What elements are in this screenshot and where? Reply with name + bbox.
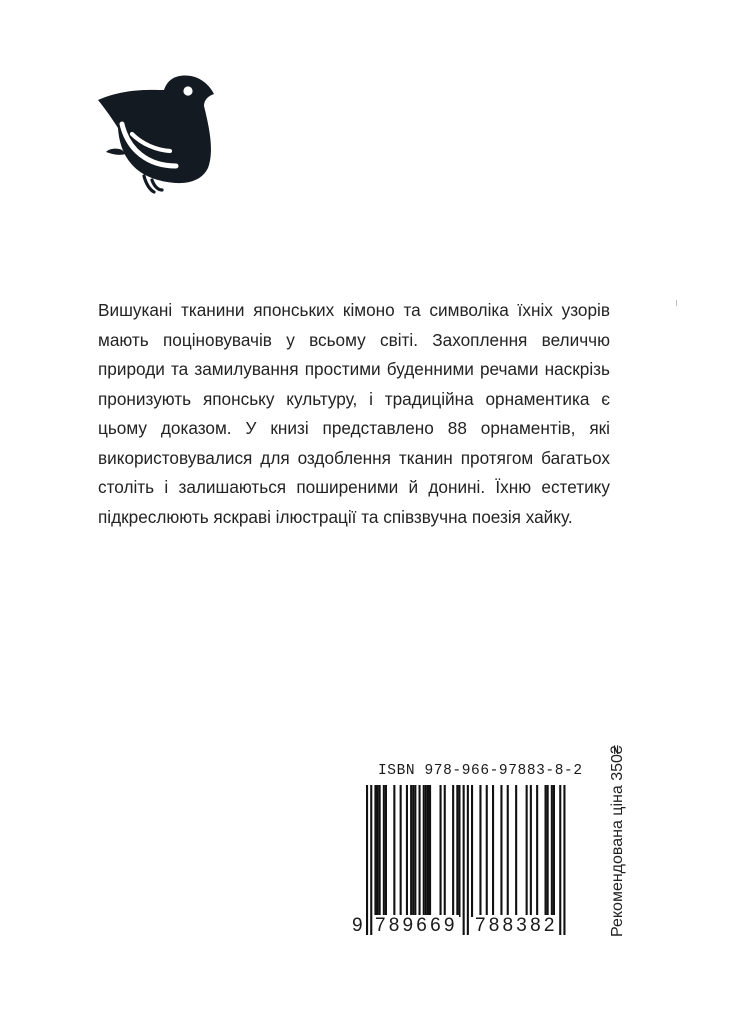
barcode-bar [440,785,442,917]
barcode-bar [393,785,395,917]
barcode-bar [383,785,385,917]
barcode-bar [551,785,553,917]
barcode-bar [379,785,381,917]
barcode-bar [412,785,414,917]
barcode-bar [530,785,532,917]
book-description: Вишукані тканини японських кімоно та символіка їхніх узорів мають поціновувачів у всьому світі. Захоплення величчю природи та замилування простими буденними речами наскрізь пронизують японську культуру, і традиційна орнаментика є цьому доказом. У книзі представлено 88 орнаментів, які використовувалися для оздоблення тканин протягом багатьох століть і залишаються поширеними й донині. Їхню естетику підкреслюють яскраві ілюстрації та співзвучна поезія хайку. [98,300,610,527]
barcode-bar [471,785,473,917]
barcode-bar [425,785,427,917]
ean-right-group: 788382 [475,915,558,936]
isbn-barcode [352,763,583,943]
isbn-label: ISBN 978-966-97883-8-2 [378,763,583,779]
barcode-bar [385,785,387,917]
barcode-bar [400,785,402,917]
barcode-bar [467,785,469,935]
barcode-bar [559,785,561,935]
barcode-bar [547,785,549,917]
barcode-bar [406,785,408,917]
barcode-bar [419,785,421,917]
barcode-bar [500,785,502,917]
ean-left-group: 789669 [375,915,458,936]
barcode-bar [563,785,565,935]
barcode-bar [444,785,446,917]
ean-first-digit: 9 [352,915,363,936]
recommended-price: Рекомендована ціна 350₴ [609,745,626,937]
barcode-bar [423,785,425,917]
barcode-bar [492,785,494,917]
barcode-bar [370,785,372,935]
barcode-bar [414,785,416,917]
barcode-bar [515,785,517,917]
barcode-bar [452,785,454,917]
barcode-bar [456,785,458,917]
barcode-bar [458,785,460,917]
barcode-bar [526,785,528,917]
barcode-bar [427,785,429,917]
barcode-bar [463,785,465,935]
barcode-bar [553,785,555,917]
barcode-bar [507,785,509,917]
edge-mark [676,300,677,306]
barcode-bar [486,785,488,917]
barcode-bar [377,785,379,917]
barcode-bar [366,785,368,935]
bird-icon [96,72,216,196]
barcode-bar [429,785,431,917]
barcode-bar [410,785,412,917]
barcode-bar [536,785,538,917]
barcode-bar [545,785,547,917]
barcode-bar [374,785,376,917]
barcode-bar [479,785,481,917]
